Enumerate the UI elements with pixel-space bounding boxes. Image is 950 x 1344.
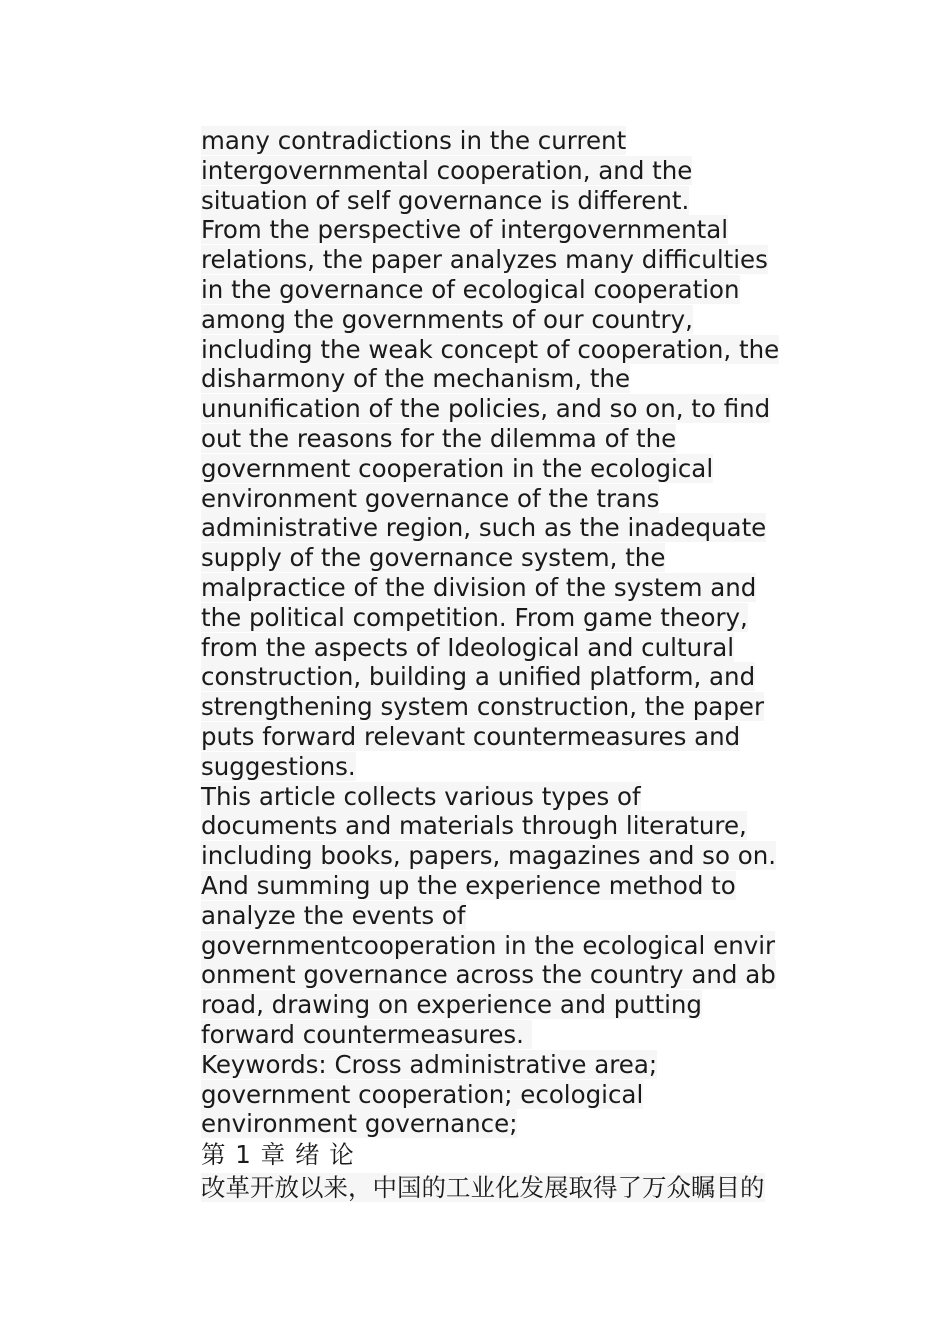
- text-line: construction, building a unified platform, and: [201, 662, 756, 692]
- text-line: From the perspective of intergovernmental: [201, 215, 729, 245]
- text-line: among the governments of our country,: [201, 304, 693, 334]
- chapter-heading: 第 1 章 绪 论: [201, 1140, 355, 1170]
- text-line: And summing up the experience method to: [201, 870, 736, 900]
- text-line: government cooperation; ecological: [201, 1079, 644, 1109]
- text-line: documents and materials through literature,: [201, 811, 747, 841]
- text-line: situation of self governance is different.: [201, 185, 690, 215]
- text-line: in the governance of ecological cooperation: [201, 274, 740, 304]
- keywords-paragraph: [201, 1050, 809, 1139]
- document-body: [201, 126, 809, 1205]
- text-line: government cooperation in the ecological: [201, 453, 714, 483]
- text-line: disharmony of the mechanism, the: [201, 364, 631, 394]
- text-line: puts forward relevant countermeasures and: [201, 721, 741, 751]
- text-line: road, drawing on experience and putting: [201, 990, 702, 1020]
- text-line: ununification of the policies, and so on, to find: [201, 394, 771, 424]
- text-line: many contradictions in the current: [201, 126, 627, 155]
- text-line: analyze the events of: [201, 900, 466, 930]
- text-line: governmentcooperation in the ecological envir: [201, 930, 776, 960]
- text-line: administrative region, such as the inadequate: [201, 513, 767, 543]
- text-line: environment governance;: [201, 1109, 518, 1139]
- text-line: onment governance across the country and ab: [201, 960, 776, 990]
- abstract-paragraph-2: [201, 215, 809, 781]
- text-line: including books, papers, magazines and so on.: [201, 841, 777, 871]
- text-line: including the weak concept of cooperation, the: [201, 334, 780, 364]
- abstract-paragraph-3: [201, 782, 809, 1050]
- text-line: malpractice of the division of the system and: [201, 572, 757, 602]
- text-line: This article collects various types of: [201, 781, 641, 811]
- text-line: forward countermeasures.: [201, 1019, 532, 1049]
- text-line: strengthening system construction, the paper: [201, 692, 765, 722]
- text-line: suggestions.: [201, 751, 356, 781]
- text-line: out the reasons for the dilemma of the: [201, 423, 677, 453]
- text-line: Keywords: Cross administrative area;: [201, 1049, 658, 1079]
- text-line: environment governance of the trans: [201, 483, 660, 513]
- text-line: the political competition. From game theory,: [201, 602, 748, 632]
- text-line: relations, the paper analyzes many difficulties: [201, 245, 768, 275]
- text-line: intergovernmental cooperation, and the: [201, 155, 693, 185]
- chapter-first-line: 改革开放以来，中国的工业化发展取得了万众瞩目的: [201, 1173, 765, 1203]
- text-line: from the aspects of Ideological and cultural: [201, 632, 735, 662]
- text-line: supply of the governance system, the: [201, 543, 666, 573]
- abstract-paragraph-1: [201, 126, 809, 215]
